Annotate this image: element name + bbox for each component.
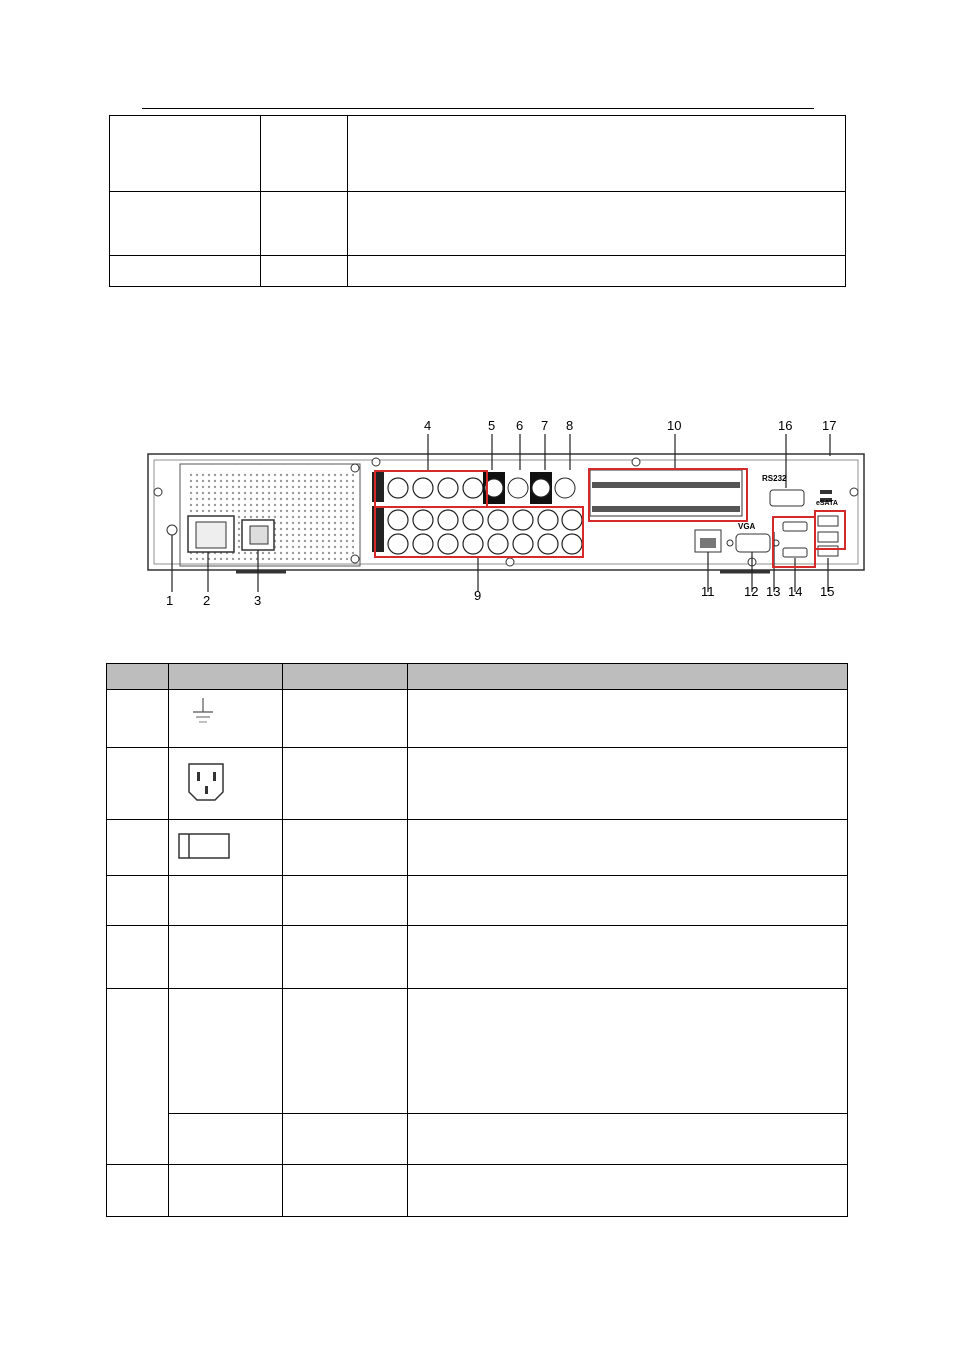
table-cell — [348, 116, 846, 192]
table-row — [107, 989, 848, 1114]
table-cell — [408, 926, 848, 989]
table-cell — [107, 690, 169, 748]
alarm-terminal-highlight — [588, 468, 748, 522]
table-row — [110, 256, 846, 287]
table-cell — [169, 1165, 283, 1217]
table-cell — [107, 820, 169, 876]
callout-15: 15 — [820, 584, 835, 599]
header-cell — [107, 664, 169, 690]
table-row — [110, 116, 846, 192]
table-cell — [283, 989, 408, 1114]
esata-label: eSATA — [816, 500, 838, 507]
callout-13: 13 — [766, 584, 781, 599]
callout-4: 4 — [424, 418, 432, 433]
table-cell — [261, 192, 348, 256]
table-cell — [169, 876, 283, 926]
table-cell — [261, 116, 348, 192]
table-cell — [107, 1165, 169, 1217]
header-cell — [283, 664, 408, 690]
table-row — [107, 876, 848, 926]
rear-panel-diagram — [140, 412, 870, 612]
callout-3: 3 — [254, 593, 262, 608]
table-cell — [169, 748, 283, 820]
table-cell — [169, 820, 283, 876]
table-cell — [110, 256, 261, 287]
callout-1: 1 — [166, 593, 174, 608]
table-cell — [348, 256, 846, 287]
table-cell — [283, 748, 408, 820]
power-switch-icon — [177, 832, 237, 862]
table-cell — [283, 690, 408, 748]
table-cell — [169, 926, 283, 989]
table-cell — [110, 116, 261, 192]
callout-10: 10 — [667, 418, 682, 433]
table-row — [107, 820, 848, 876]
table-cell — [261, 256, 348, 287]
table-cell — [283, 876, 408, 926]
table-cell — [107, 926, 169, 989]
hdmi-highlight — [772, 516, 816, 568]
table-row — [107, 690, 848, 748]
table-cell — [283, 926, 408, 989]
table-cell — [408, 989, 848, 1114]
header-cell — [408, 664, 848, 690]
table-row — [107, 1165, 848, 1217]
rs232-label: RS232 — [762, 474, 787, 483]
table-row — [107, 1114, 848, 1165]
callout-6: 6 — [516, 418, 524, 433]
table-cell — [408, 748, 848, 820]
callout-7: 7 — [541, 418, 549, 433]
table-cell — [283, 1114, 408, 1165]
table-row — [107, 926, 848, 989]
vga-label: VGA — [738, 522, 756, 531]
header-rule — [142, 108, 814, 109]
callout-17: 17 — [822, 418, 837, 433]
table-cell — [107, 876, 169, 926]
table-cell — [107, 989, 169, 1165]
table-cell — [408, 1165, 848, 1217]
callout-12: 12 — [744, 584, 759, 599]
table-cell — [408, 690, 848, 748]
callout-8: 8 — [566, 418, 574, 433]
table-cell — [348, 192, 846, 256]
ground-icon — [183, 696, 223, 732]
callout-14: 14 — [788, 584, 803, 599]
callout-11: 11 — [701, 584, 715, 599]
usb-highlight — [814, 510, 846, 550]
header-cell — [169, 664, 283, 690]
callout-16: 16 — [778, 418, 793, 433]
callout-2: 2 — [203, 593, 211, 608]
callout-5: 5 — [488, 418, 496, 433]
table-cell — [408, 1114, 848, 1165]
table-cell — [283, 820, 408, 876]
video-in-highlight — [374, 506, 584, 558]
table-cell — [283, 1165, 408, 1217]
rear-panel-table — [106, 663, 848, 1217]
table-cell — [408, 876, 848, 926]
table-cell — [169, 1114, 283, 1165]
table-cell — [408, 820, 848, 876]
table-cell — [169, 690, 283, 748]
table-cell — [107, 748, 169, 820]
table-row — [110, 192, 846, 256]
callout-9: 9 — [474, 588, 482, 603]
table-cell — [169, 989, 283, 1114]
table-row — [107, 748, 848, 820]
top-table — [109, 115, 846, 287]
audio-in-highlight — [374, 470, 488, 508]
power-socket-icon — [183, 758, 233, 810]
table-header-row — [107, 664, 848, 690]
table-cell — [110, 192, 261, 256]
